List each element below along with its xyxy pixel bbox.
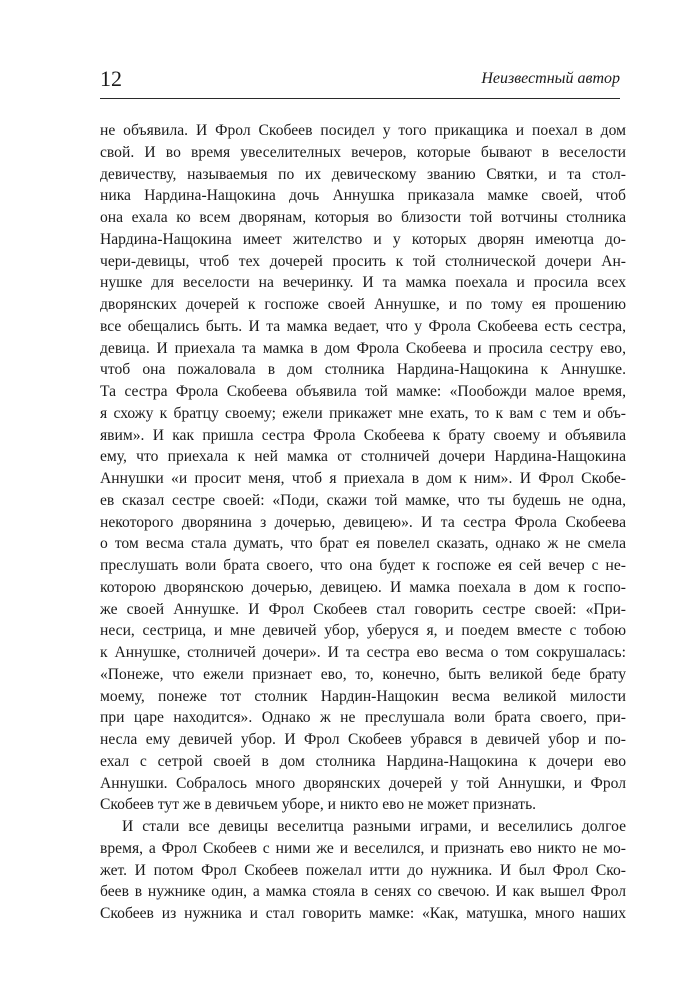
text-line: Аннушки. Собралось много дворянских дочерей у той Аннушки, и Фрол <box>100 774 626 792</box>
text-line: которою дворянскою дочерью, девицею. И мамка поехала в дом к госпо- <box>100 578 626 596</box>
text-line: ника Нардина-Нащокина дочь Аннушка приказала мамке своей, чтоб <box>100 187 626 205</box>
text-line: все обещались быть. И та мамка ведает, что у Фрола Скобеева есть сестра, <box>100 317 626 335</box>
text-line: ему, что приехала к ней мамка от столничей дочери Нардина-Нащокина <box>100 448 626 466</box>
text-line: она ехала ко всем дворянам, которыя во близости той вотчины столника <box>100 209 626 226</box>
text-line: время, а Фрол Скобеев с ними же и веселился, и признать ево никто не мо- <box>100 839 626 857</box>
text-line: преслушать воли брата своего, что она будет к госпоже ея сей вечер с не- <box>100 557 626 574</box>
text-line: «Понеже, что ежели признает ево, то, конечно, быть великой беде брату <box>100 665 626 683</box>
text-line: свой. И во время увеселителных вечеров, которые бывают в веселости <box>100 143 626 161</box>
page-number: 12 <box>100 66 122 91</box>
text-line: Скобеев из нужника и стал говорить мамке: «Как, матушка, много наших <box>100 905 626 922</box>
text-line: Скобеев тут же в девичьем уборе, и никто ево не может признать. <box>100 796 537 814</box>
text-line: ев сказал сестре своей: «Поди, скажи той мамке, что ты будешь не одна, <box>100 491 626 509</box>
text-line: девица. И приехала та мамка в дом Фрола Скобеева и просила сестру ево, <box>100 339 626 357</box>
text-line: Аннушки «и просит меня, чтоб я приехала в дом к ним». И Фрол Скобе- <box>100 470 626 487</box>
page-header <box>100 64 620 98</box>
paragraph <box>100 120 626 816</box>
text-line: нушке для веселости на вечеринку. И та мамка поехала и просила всех <box>100 274 626 292</box>
text-line: я схожу к братцу своему; ежели прикажет мне ехать, то к вам с тем и объ- <box>100 404 626 422</box>
text-line: дворянских дочерей к госпоже своей Аннушке, и по тому ея прошению <box>100 296 626 313</box>
text-line: к Аннушке, столничей дочери». И та сестра ево весма о том сокрушалась: <box>100 644 626 661</box>
text-line: жет. И потом Фрол Скобеев пожелал итти до нужника. И был Фрол Ско- <box>100 861 626 879</box>
text-line: явим». И как пришла сестра Фрола Скобеева к брату своему и объявила <box>100 426 626 444</box>
text-line: Нардина-Нащокина имеет жителство и у которых дворян имеютца до- <box>100 230 626 248</box>
body-text <box>100 120 626 925</box>
header-rule <box>100 98 620 99</box>
text-line: ехал с сетрой своей в дом столника Нардина-Нащокина к дочери ево <box>100 752 626 770</box>
paragraph <box>100 816 626 925</box>
text-line: же своей Аннушке. И Фрол Скобеев стал говорить сестре своей: «При- <box>100 600 626 618</box>
text-line: моему, понеже тот столник Нардин-Нащокин весма великой милости <box>100 687 626 705</box>
text-line: чтоб она пожаловала в дом столника Нардина-Нащокина к Аннушке. <box>100 361 626 379</box>
text-line: о том весма стала думать, что брат ея повелел сказать, однако ж не смела <box>100 535 626 553</box>
running-head: Неизвестный автор <box>481 70 620 87</box>
text-line: беев в нужнике один, а мамка стояла в сенях со свечою. И как вышел Фрол <box>100 883 626 901</box>
text-line: И стали все девицы веселитца разными играми, и веселились долгое <box>122 818 626 835</box>
text-line: девичеству, называемыя по их девическому званию Святки, и та стол- <box>100 165 626 183</box>
text-line: неси, сестрица, и мне девичей убор, уберуся я, и поедем вместе с тобою <box>100 622 626 640</box>
text-line: некоторого дворянина з дочерью, девицею». И та сестра Фрола Скобеева <box>100 513 626 531</box>
text-line: чери-девицы, чтоб тех дочерей просить к той столнической дочери Ан- <box>100 252 626 270</box>
text-line: несла ему девичей убор. И Фрол Скобеев убрався в девичей убор и по- <box>100 731 626 748</box>
text-line: при царе находится». Однако ж не преслушала воли брата своего, при- <box>100 709 626 727</box>
text-line: не объявила. И Фрол Скобеев посидел у того прикащика и поехал в дом <box>100 122 626 139</box>
text-line: Та сестра Фрола Скобеева объявила той мамке: «Пообожди малое время, <box>100 383 626 400</box>
